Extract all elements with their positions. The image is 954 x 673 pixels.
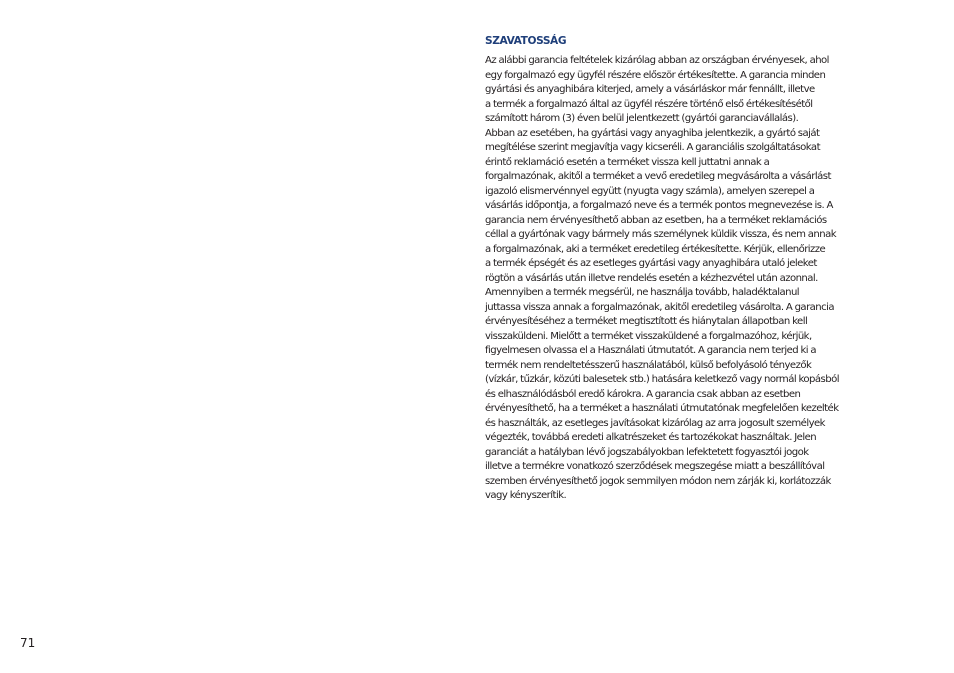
- text-line: rögtön a vásárlás után illetve rendelés esetén a kézhezvétel után azonnal.: [485, 272, 818, 284]
- text-line: megítélése szerint megjavítja vagy kicseréli. A garanciális szolgáltatásokat: [485, 142, 820, 153]
- text-line: Abban az esetében, ha gyártási vagy anyaghiba jelentkezik, a gyártó saját: [485, 127, 820, 139]
- text-line: igazoló elismervénnyel együtt (nyugta vagy számla), amelyen szerepel a: [485, 185, 815, 197]
- text-line: érintő reklamáció esetén a terméket vissza kell juttatni annak a: [485, 156, 770, 168]
- text-line: (vízkár, tűzkár, közúti balesetek stb.) hatására keletkező vagy normál kopásból: [485, 374, 839, 385]
- text-line: juttassa vissza annak a forgalmazónak, akitől eredetileg vásárolta. A garancia: [485, 301, 835, 313]
- section-title: SZAVATOSSÁG: [485, 35, 567, 47]
- text-line: céllal a gyártónak vagy bármely más személynek küldik vissza, és nem annak: [485, 229, 837, 240]
- text-line: szemben érvényesíthető jogok semmilyen módon nem zárják ki, korlátozzák: [485, 475, 831, 487]
- text-line: visszaküldeni. Mielőtt a terméket visszaküldené a forgalmazóhoz, kérjük,: [485, 330, 812, 342]
- text-line: és elhasználódásból eredő károkra. A garancia csak abban az esetben: [485, 388, 801, 400]
- text-line: a termék épségét és az esetleges gyártási vagy anyaghibára utaló jeleket: [485, 258, 817, 269]
- text-line: egy forgalmazó egy ügyfél részére először értékesítette. A garancia minden: [485, 69, 826, 81]
- text-line: a forgalmazónak, aki a terméket eredetileg értékesítette. Kérjük, ellenőrizze: [485, 243, 826, 255]
- warranty-section: [485, 34, 921, 504]
- text-line: illetve a termékre vonatkozó szerződések megszegése miatt a beszállítóval: [485, 461, 825, 472]
- text-line: végezték, továbbá eredeti alkatrészeket és tartozékokat használtak. Jelen: [485, 432, 817, 443]
- text-line: vagy kényszerítik.: [485, 490, 567, 501]
- text-line: Az alábbi garancia feltételek kizárólag abban az országban érvényesek, ahol: [485, 55, 829, 66]
- text-line: vásárlás időpontja, a forgalmazó neve és a termék pontos megnevezése is. A: [485, 200, 833, 211]
- text-line: garancia nem érvényesíthető abban az esetben, ha a terméket reklamációs: [485, 214, 827, 226]
- text-line: figyelmesen olvassa el a Használati útmutatót. A garancia nem terjed ki a: [485, 345, 817, 356]
- text-line: gyártási és anyaghibára kiterjed, amely a vásárláskor már fennállt, illetve: [485, 84, 815, 95]
- warranty-text: [485, 54, 921, 504]
- text-line: érvényesíthető, ha a terméket a használati útmutatónak megfelelően kezelték: [485, 403, 839, 414]
- text-line: forgalmazónak, akitől a terméket a vevő eredetileg megvásárolta a vásárlást: [485, 171, 831, 182]
- text-line: a termék a forgalmazó által az ügyfél részére történő első értékesítésétől: [485, 98, 813, 110]
- text-line: termék nem rendeltetésszerű használatából, külső befolyásoló tényezők: [485, 359, 812, 371]
- text-line: garanciát a hatályban lévő jogszabályokban lefektetett fogyasztói jogok: [485, 446, 809, 458]
- text-line: és használták, az esetleges javításokat kizárólag az arra jogosult személyek: [485, 417, 825, 429]
- page-number: 71: [20, 636, 36, 650]
- text-line: számított három (3) éven belül jelentkezett (gyártói garanciavállalás).: [485, 113, 799, 124]
- text-line: Amennyiben a termék megsérül, ne használja tovább, haladéktalanul: [485, 287, 800, 298]
- text-line: érvényesítéséhez a terméket megtisztított és hiánytalan állapotban kell: [485, 316, 808, 327]
